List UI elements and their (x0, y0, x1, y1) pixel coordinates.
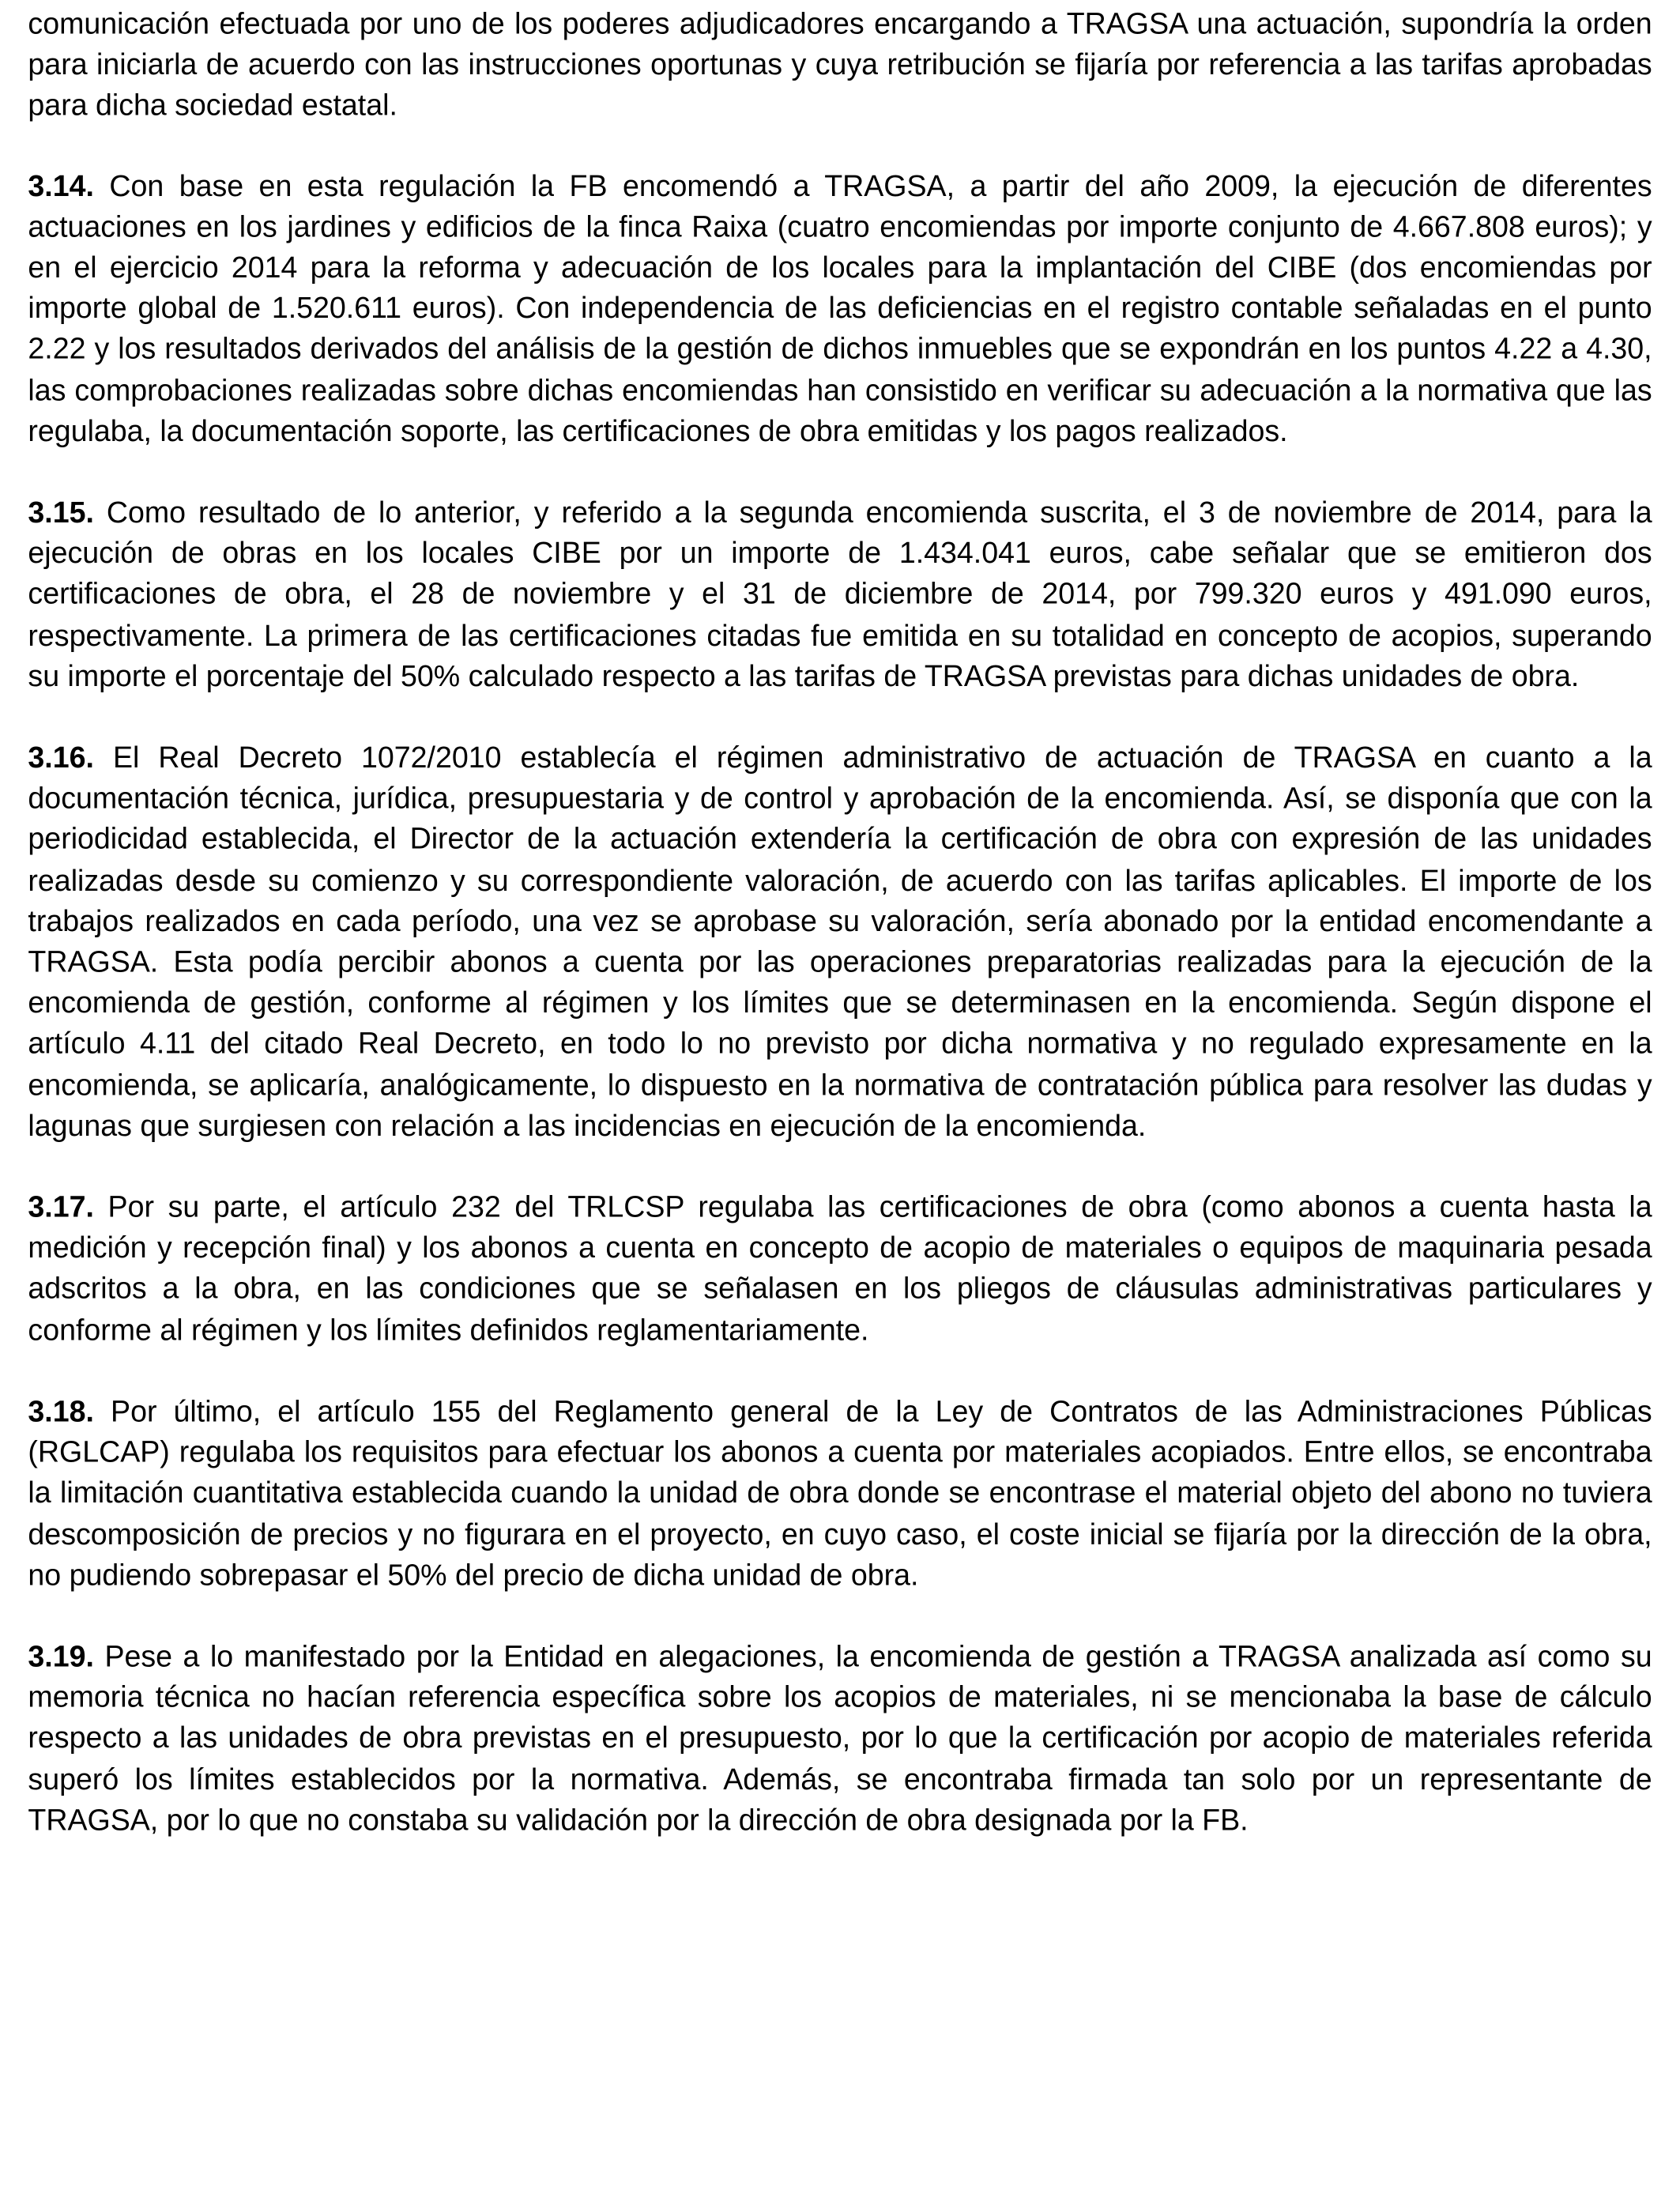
paragraph-3-14 (28, 166, 1652, 452)
paragraph-text: Pese a lo manifestado por la Entidad en alegaciones, la encomienda de gestión a TRAGSA analizada así como su memoria técnica no hacían referencia específica sobre los acopios de materiales, ni se mencionaba la base de cálculo respecto a las unidades de obra previstas en el presupuesto, por lo que la certificación por acopio de materiales referida superó los límites establecidos por la normativa. Además, se encontraba firmada tan solo por un representante de TRAGSA, por lo que no constaba su validación por la dirección de obra designada por la FB. (28, 1641, 1652, 1837)
paragraph-continuation (28, 4, 1652, 126)
paragraph-3-17 (28, 1188, 1652, 1351)
paragraph-3-19 (28, 1637, 1652, 1842)
paragraph-text: El Real Decreto 1072/2010 establecía el régimen administrativo de actuación de TRAGSA en cuanto a la documentación técnica, jurídica, presupuestaria y de control y aprobación de la encomienda. Así, se disponía que con la periodicidad establecida, el Director de la actuación extendería la certificación de obra con expresión de las unidades realizadas desde su comienzo y su correspondiente valoración, de acuerdo con las tarifas aplicables. El importe de los trabajos realizados en cada período, una vez se aprobase su valoración, sería abonado por la entidad encomendante a TRAGSA. Esta podía percibir abonos a cuenta por las operaciones preparatorias realizadas para la ejecución de la encomienda de gestión, conforme al régimen y los límites que se determinasen en la encomienda. Según dispone el artículo 4.11 del citado Real Decreto, en todo lo no previsto por dicha normativa y no regulado expresamente en la encomienda, se aplicaría, analógicamente, lo dispuesto en la normativa de contratación pública para resolver las dudas y lagunas que surgiesen con relación a las incidencias en ejecución de la encomienda. (28, 742, 1652, 1143)
paragraph-text: Por su parte, el artículo 232 del TRLCSP regulaba las certificaciones de obra (como abonos a cuenta hasta la medición y recepción final) y los abonos a cuenta en concepto de acopio de materiales o equipos de maquinaria pesada adscritos a la obra, en las condiciones que se señalasen en los pliegos de cláusulas administrativas particulares y conforme al régimen y los límites definidos reglamentariamente. (28, 1191, 1652, 1347)
paragraph-3-16 (28, 738, 1652, 1147)
paragraph-text: Con base en esta regulación la FB encomendó a TRAGSA, a partir del año 2009, la ejecución de diferentes actuaciones en los jardines y edificios de la finca Raixa (cuatro encomiendas por importe conjunto de 4.667.808 euros); y en el ejercicio 2014 para la reforma y adecuación de los locales para la implantación del CIBE (dos encomiendas por importe global de 1.520.611 euros). Con independencia de las deficiencias en el registro contable señaladas en el punto 2.22 y los resultados derivados del análisis de la gestión de dichos inmuebles que se expondrán en los puntos 4.22 a 4.30, las comprobaciones realizadas sobre dichas encomiendas han consistido en verificar su adecuación a la normativa que las regulaba, la documentación soporte, las certificaciones de obra emitidas y los pagos realizados. (28, 170, 1652, 448)
paragraph-text: comunicación efectuada por uno de los poderes adjudicadores encargando a TRAGSA una actuación, supondría la orden para iniciarla de acuerdo con las instrucciones oportunas y cuya retribución se fijaría por referencia a las tarifas aprobadas para dicha sociedad estatal. (28, 8, 1652, 123)
paragraph-number: 3.19. (28, 1641, 94, 1674)
paragraph-number: 3.17. (28, 1191, 94, 1224)
paragraph-text: Como resultado de lo anterior, y referido a la segunda encomienda suscrita, el 3 de noviembre de 2014, para la ejecución de obras en los locales CIBE por un importe de 1.434.041 euros, cabe señalar que se emitieron dos certificaciones de obra, el 28 de noviembre y el 31 de diciembre de 2014, por 799.320 euros y 491.090 euros, respectivamente. La primera de las certificaciones citadas fue emitida en su totalidad en concepto de acopios, superando su importe el porcentaje del 50% calculado respecto a las tarifas de TRAGSA previstas para dichas unidades de obra. (28, 497, 1652, 693)
paragraph-text: Por último, el artículo 155 del Reglamento general de la Ley de Contratos de las Administraciones Públicas (RGLCAP) regulaba los requisitos para efectuar los abonos a cuenta por materiales acopiados. Entre ellos, se encontraba la limitación cuantitativa establecida cuando la unidad de obra donde se encontrase el material objeto del abono no tuviera descomposición de precios y no figurara en el proyecto, en cuyo caso, el coste inicial se fijaría por la dirección de la obra, no pudiendo sobrepasar el 50% del precio de dicha unidad de obra. (28, 1396, 1652, 1592)
document-body (28, 4, 1652, 1882)
paragraph-number: 3.18. (28, 1396, 94, 1428)
paragraph-number: 3.14. (28, 170, 94, 203)
paragraph-3-15 (28, 493, 1652, 698)
paragraph-3-18 (28, 1392, 1652, 1596)
paragraph-number: 3.16. (28, 742, 94, 775)
paragraph-number: 3.15. (28, 497, 94, 530)
